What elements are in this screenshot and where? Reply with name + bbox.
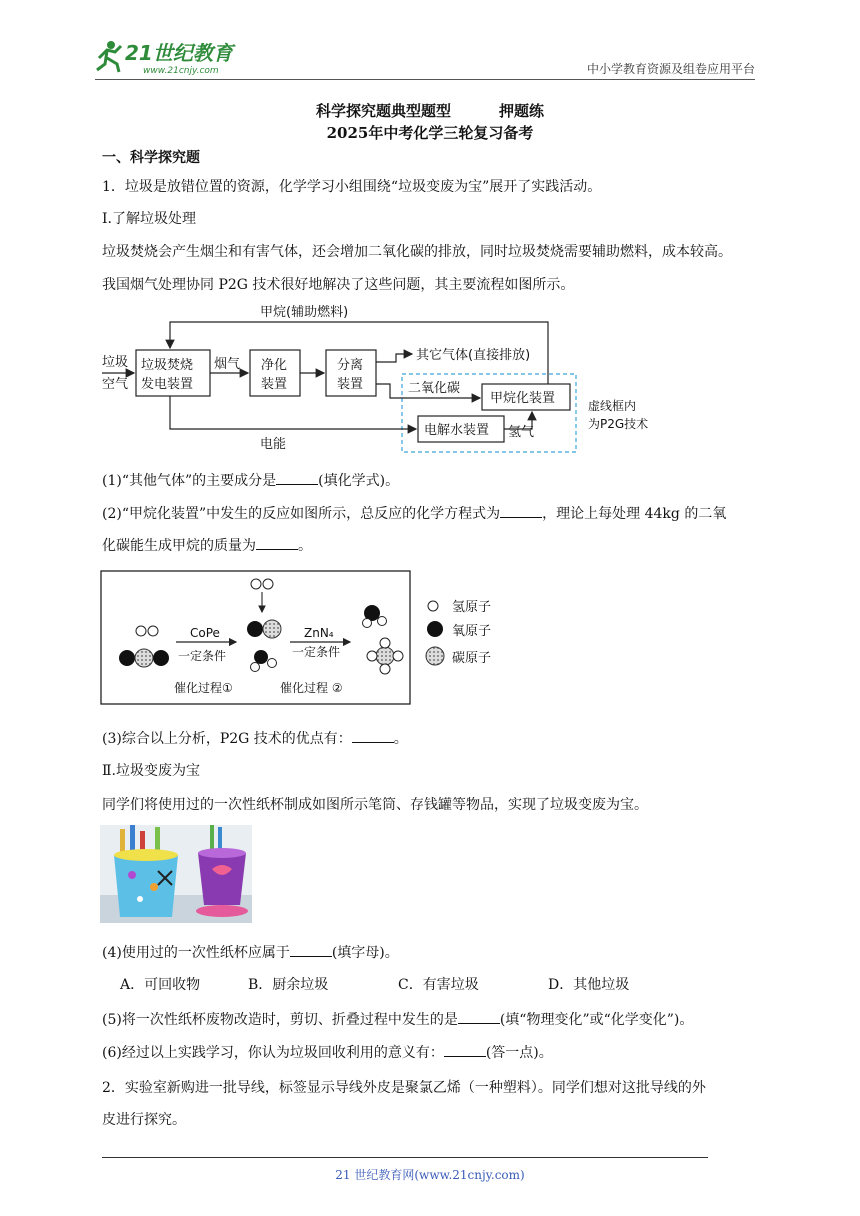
- q1-para2: 我国烟气处理协同 P2G 技术很好地解决了这些问题，其主要流程如图所示。: [102, 277, 575, 293]
- mechanism-frame: [101, 571, 410, 704]
- q1-options: [120, 974, 629, 994]
- legend-oxygen: 氧原子: [452, 624, 492, 639]
- q1-sub5: (5)将一次性纸杯废物改造时，剪切、折叠过程中发生的是 (填“物理变化”或“化学变化”)。: [102, 1012, 694, 1028]
- answer-blank-1[interactable]: [276, 472, 318, 485]
- condition-2: 一定条件: [292, 645, 341, 659]
- flow-smoke: 烟气: [214, 357, 241, 372]
- flow-electrolysis: 电解水装置: [424, 423, 490, 438]
- answer-blank-2b[interactable]: [256, 537, 298, 550]
- flow-other-gas: 其它气体(直接排放): [416, 348, 531, 363]
- flow-box1-l2: 发电装置: [141, 377, 194, 392]
- q1-sub3: (3)综合以上分析，P2G 技术的优点有： 。: [102, 731, 408, 747]
- answer-blank-5[interactable]: [458, 1011, 500, 1024]
- logo-text: 21世纪教育: [125, 41, 233, 65]
- p2g-flow-diagram: [100, 298, 660, 458]
- legend-oxygen-icon: [427, 621, 443, 637]
- flow-methanation: 甲烷化装置: [490, 391, 556, 406]
- answer-blank-4[interactable]: [290, 944, 332, 957]
- q2-line1: 2．实验室新购进一批导线，标签显示导线外皮是聚氯乙烯（一种塑料）。同学们想对这批导线的外: [102, 1080, 706, 1096]
- catalyst-1: CoPe: [190, 626, 220, 640]
- option-c[interactable]: C．有害垃圾: [398, 977, 479, 993]
- q1-part1-title: Ⅰ.了解垃圾处理: [102, 211, 196, 227]
- header-divider: [95, 79, 755, 80]
- answer-blank-2a[interactable]: [500, 505, 542, 518]
- q1-sub4: (4)使用过的一次性纸杯应属于 (填字母)。: [102, 945, 399, 961]
- process-1: 催化过程①: [174, 681, 233, 695]
- option-d[interactable]: D．其他垃圾: [548, 977, 630, 993]
- site-name: 中小学教育资源及组卷应用平台: [586, 62, 755, 76]
- flow-electricity: 电能: [260, 437, 287, 452]
- answer-blank-6[interactable]: [444, 1044, 486, 1057]
- footer-link[interactable]: 21 世纪教育网(www.21cnjy.com): [335, 1168, 525, 1182]
- site-logo: [95, 36, 265, 80]
- title-tag: 押题练: [499, 102, 545, 120]
- q1-sub2: (2)“甲烷化装置”中发生的反应如图所示，总反应的化学方程式为 ，理论上每处理 44kg 的二氧: [102, 506, 727, 522]
- flow-box2-l1: 净化: [261, 358, 288, 373]
- flow-box2-l2: 装置: [261, 377, 288, 392]
- flow-box3-l1: 分离: [337, 358, 364, 373]
- title-main: 科学探究题典型题型: [315, 102, 451, 120]
- q1-para3: 同学们将使用过的一次性纸杯制成如图所示笔筒、存钱罐等物品，实现了垃圾变废为宝。: [102, 797, 648, 813]
- flow-co2: 二氧化碳: [408, 381, 461, 396]
- flow-input-garbage: 垃圾: [102, 355, 129, 370]
- q1-intro: 1．垃圾是放错位置的资源，化学学习小组围绕“垃圾变废为宝”展开了实践活动。: [102, 179, 602, 195]
- logo-url: www.21cnjy.com: [143, 66, 219, 76]
- section-title: 一、科学探究题: [102, 150, 200, 166]
- option-b[interactable]: B．厨余垃圾: [248, 977, 329, 993]
- q1-part2-title: Ⅱ.垃圾变废为宝: [102, 763, 200, 779]
- q1-sub6: (6)经过以上实践学习，你认为垃圾回收利用的意义有： (答一点)。: [102, 1045, 553, 1061]
- page-title: [0, 100, 860, 121]
- paper-cup-crafts-photo: [100, 825, 252, 923]
- flow-hydrogen: 氢气: [508, 425, 535, 440]
- process-2: 催化过程 ②: [280, 681, 343, 695]
- flow-note-2: 为P2G技术: [588, 417, 649, 431]
- legend-hydrogen-icon: [428, 601, 438, 611]
- flow-box3-l2: 装置: [337, 377, 364, 392]
- q1-para1: 垃圾焚烧会产生烟尘和有害气体，还会增加二氧化碳的排放，同时垃圾焚烧需要辅助燃料，成本较高。: [102, 244, 732, 260]
- option-a[interactable]: A．可回收物: [120, 977, 201, 993]
- flow-top-label: 甲烷(辅助燃料): [260, 305, 349, 320]
- footer-divider: [102, 1157, 708, 1158]
- runner-icon: [97, 41, 121, 72]
- flow-input-air: 空气: [102, 377, 129, 392]
- q1-sub1: (1)“其他气体”的主要成分是 (填化学式)。: [102, 473, 400, 489]
- flow-note-1: 虚线框内: [588, 399, 637, 413]
- legend-carbon-icon: [426, 647, 444, 665]
- q2-line2: 皮进行探究。: [102, 1112, 186, 1128]
- q1-sub2-cont: 化碳能生成甲烷的质量为 。: [102, 538, 312, 554]
- legend-hydrogen: 氢原子: [452, 600, 492, 615]
- flow-box1-l1: 垃圾焚烧: [141, 358, 194, 373]
- legend-carbon: 碳原子: [452, 651, 492, 666]
- reaction-mechanism-figure: [100, 570, 500, 706]
- page-subtitle: 2025年中考化学三轮复习备考: [326, 124, 534, 142]
- answer-blank-3[interactable]: [352, 730, 394, 743]
- condition-1: 一定条件: [178, 649, 227, 663]
- catalyst-2: ZnN₄: [304, 626, 334, 640]
